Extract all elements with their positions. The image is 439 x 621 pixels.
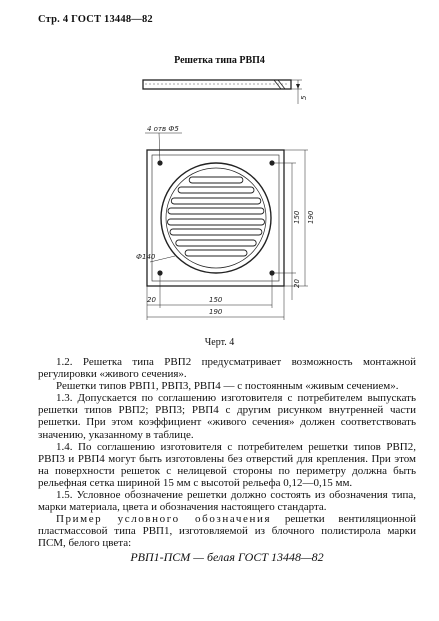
louvre-slat <box>178 187 254 193</box>
louvre-slat <box>189 177 243 183</box>
side-view <box>143 80 302 104</box>
paragraph-1-5: 1.5. Условное обозначение решетки должно состоять из обозначения типа, марки материала, цвета и обозначения настоящего стандарта. <box>38 489 416 514</box>
example-rest: решетки вентиляционной пластмассовой типа РВП1, изготовляемой из блочного полистирола марки ПСМ, белого цвета: <box>38 513 417 550</box>
outer-width-dim-label: 190 <box>209 308 223 316</box>
louvre-slat <box>185 250 247 256</box>
outer-height-dim-label: 190 <box>307 210 315 224</box>
example-paragraph <box>38 513 416 549</box>
inner-height-dim-label: 150 <box>293 210 301 224</box>
bottom-offset-dim-label: 20 <box>293 279 301 288</box>
designation-example: РВП1-ПСМ — белая ГОСТ 13448—82 <box>130 549 324 564</box>
paragraph-1-3: 1.3. Допускается по соглашению изготовителя с потребителем выпускать решетки типов РВП2; РВП3; РВП4 с другим рисунком внутренней части решетки. При этом коэффициент «живого сечения» должен соответствовать значению, указанному в таблице. <box>38 392 416 441</box>
diameter-label: Ф140 <box>136 253 156 261</box>
front-view <box>147 150 284 286</box>
paragraph-1-4: 1.4. По соглашению изготовителя с потребителем решетки типов РВП2, РВП3 и РВП4 могут быть изготовлены без отверстий для крепления. При этом на поверхности решеток с нелицевой стороны по периметру должна быть рельефная сетка шириной 15 мм с высотой рельефа 0,12—0,15 мм. <box>38 440 416 489</box>
left-offset-dim-label: 20 <box>147 296 156 304</box>
louvre-slat <box>176 240 256 246</box>
mounting-hole <box>157 160 162 165</box>
thickness-dim-label: 5 <box>300 95 308 100</box>
figure-caption: Черт. 4 <box>204 337 235 348</box>
inner-width-dim-label: 150 <box>209 296 223 304</box>
louvre-slat <box>168 219 265 225</box>
louvre-slat <box>171 198 260 204</box>
paragraph-1-2-cont: Решетки типов РВП1, РВП3, РВП4 — с постоянным «живым сечением». <box>56 380 399 393</box>
example-lead: Пример условного обозначения <box>56 513 272 526</box>
page-header: Стр. 4 ГОСТ 13448—82 <box>38 14 153 25</box>
figure-title: Решетка типа РВП4 <box>174 55 265 66</box>
body-text <box>38 356 416 563</box>
louvre-slat <box>170 229 262 235</box>
holes-label: 4 отв Ф5 <box>147 125 179 133</box>
paragraph-1-2: 1.2. Решетка типа РВП2 предусматривает возможность монтажной регулировки «живого сечения». <box>38 356 416 381</box>
louvre-slat <box>168 208 264 214</box>
